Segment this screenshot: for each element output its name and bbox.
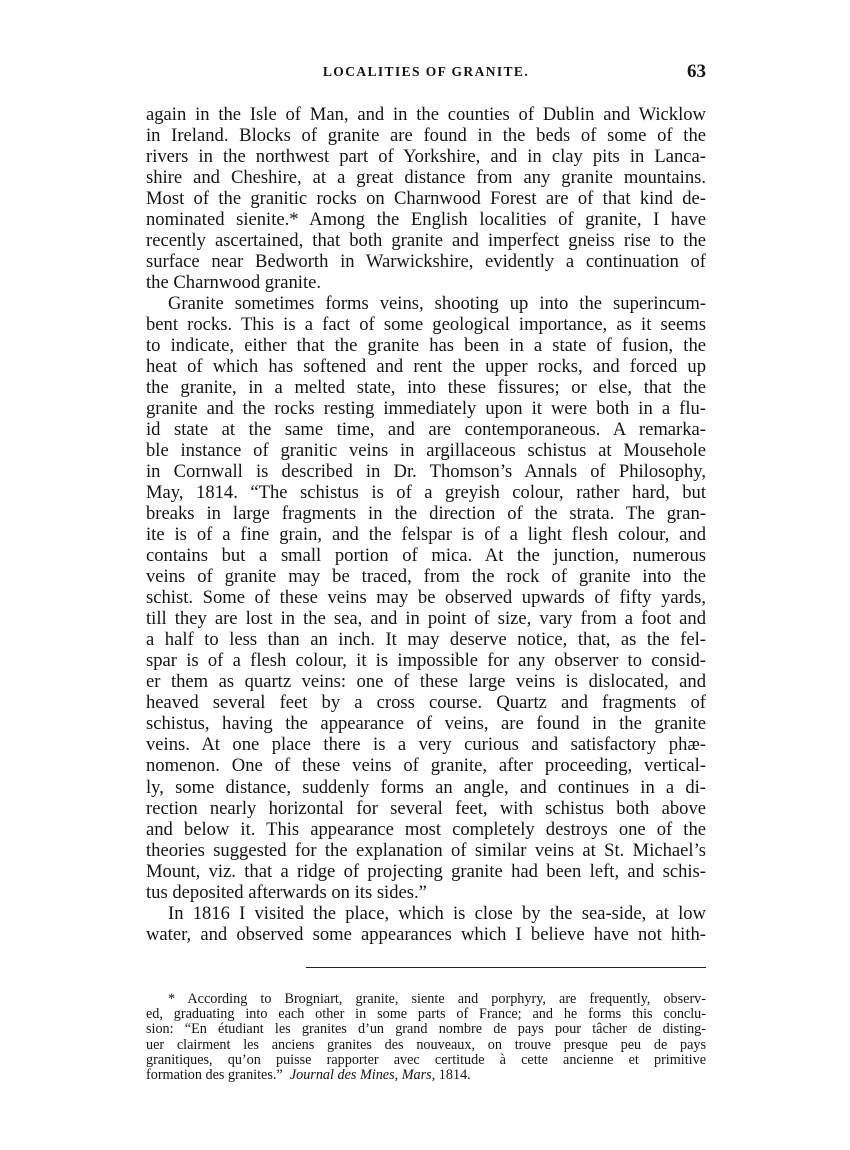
journal-month: Mars, — [401, 1066, 436, 1083]
footnote-line: sion: “En étudiant les granites d’un grand nombre de pays pour tâcher de disting- — [146, 1021, 706, 1038]
text-line: breaks in large fragments in the direction of the strata. The gran- — [146, 503, 706, 525]
text-line: Granite sometimes forms veins, shooting up into the superincum- — [168, 293, 706, 315]
text-line: the Charnwood granite. — [146, 272, 322, 294]
text-line: the granite, in a melted state, into these fissures; or else, that the — [146, 377, 706, 399]
footnote-text: formation des granites.” — [146, 1066, 283, 1083]
running-title: LOCALITIES OF GRANITE. — [322, 64, 530, 79]
text-line: and below it. This appearance most completely destroys one of the — [146, 818, 706, 840]
text-line: nomenon. One of these veins of granite, after proceeding, vertical- — [146, 755, 706, 777]
text-line: In 1816 I visited the place, which is close by the sea-side, at low — [168, 902, 706, 924]
text-line: schist. Some of these veins may be observed upwards of fifty yards, — [146, 587, 706, 609]
text-line: veins of granite may be traced, from the rock of granite into the — [146, 566, 706, 588]
text-line: again in the Isle of Man, and in the counties of Dublin and Wicklow — [146, 104, 706, 125]
text-line: ble instance of granitic veins in argillaceous schistus at Mousehole — [146, 440, 706, 462]
footnote-line: granitiques, qu’on puisse rapporter avec certitude à cette ancienne et primitive — [146, 1051, 706, 1068]
text-line: heat of which has softened and rent the upper rocks, and forced up — [146, 356, 706, 378]
text-line: heaved several feet by a cross course. Quartz and fragments of — [146, 692, 706, 714]
text-line: to indicate, either that the granite has been in a state of fusion, the — [146, 335, 706, 357]
journal-title: Journal des Mines, — [289, 1066, 399, 1083]
text-line: id state at the same time, and are contemporaneous. A remarka- — [146, 419, 706, 441]
body-text — [146, 104, 706, 945]
text-line: a half to less than an inch. It may deserve notice, that, as the fel- — [146, 629, 706, 651]
text-line: shire and Cheshire, at a great distance from any granite mountains. — [146, 167, 706, 189]
running-head — [146, 61, 706, 86]
text-line: theories suggested for the explanation of similar veins at St. Michael’s — [146, 839, 706, 861]
text-line: surface near Bedworth in Warwickshire, evidently a continuation of — [146, 251, 706, 273]
text-line: Most of the granitic rocks on Charnwood Forest are of that kind de- — [146, 188, 706, 210]
text-line: rivers in the northwest part of Yorkshire, and in clay pits in Lanca- — [146, 146, 706, 168]
text-line: er them as quartz veins: one of these large veins is dislocated, and — [146, 671, 706, 693]
text-line: recently ascertained, that both granite and imperfect gneiss rise to the — [146, 230, 706, 252]
text-line: nominated sienite.* Among the English localities of granite, I have — [146, 209, 706, 231]
text-line: ite is of a fine grain, and the felspar is of a light flesh colour, and — [146, 524, 706, 546]
journal-year: 1814. — [438, 1066, 471, 1083]
text-line: in Cornwall is described in Dr. Thomson’s Annals of Philosophy, — [146, 461, 706, 483]
text-line: till they are lost in the sea, and in point of size, vary from a foot and — [146, 608, 706, 630]
footnote-line — [146, 1068, 706, 1083]
text-line: schistus, having the appearance of veins, are found in the granite — [146, 713, 706, 735]
text-line: granite and the rocks resting immediately upon it were both in a flu- — [146, 398, 706, 420]
footnote-line: * According to Brogniart, granite, siente and porphyry, are frequently, observ- — [168, 991, 706, 1007]
text-line: spar is of a flesh colour, it is impossible for any observer to consid- — [146, 650, 706, 672]
text-line: rection nearly horizontal for several feet, with schistus both above — [146, 797, 706, 819]
text-line: bent rocks. This is a fact of some geological importance, as it seems — [146, 314, 706, 336]
footnote-line: uer clairment les anciens granites des nouveaux, on trouve presque peu de pays — [146, 1036, 706, 1053]
text-line: in Ireland. Blocks of granite are found in the beds of some of the — [146, 125, 706, 147]
footnote-line: ed, graduating into each other in some parts of France; and he forms this conclu- — [146, 1006, 706, 1023]
footnote-rule — [306, 967, 706, 968]
text-line: water, and observed some appearances which I believe have not hith- — [146, 923, 706, 945]
text-line: May, 1814. “The schistus is of a greyish colour, rather hard, but — [146, 482, 706, 504]
text-line: Mount, viz. that a ridge of projecting granite had been left, and schis- — [146, 860, 706, 882]
text-line: ly, some distance, suddenly forms an angle, and continues in a di- — [146, 776, 706, 798]
text-line: contains but a small portion of mica. At the junction, numerous — [146, 545, 706, 567]
page-number: 63 — [687, 61, 706, 82]
text-line: tus deposited afterwards on its sides.” — [146, 881, 427, 903]
text-line: veins. At one place there is a very curious and satisfactory phæ- — [146, 734, 706, 756]
footnote — [146, 992, 706, 1083]
